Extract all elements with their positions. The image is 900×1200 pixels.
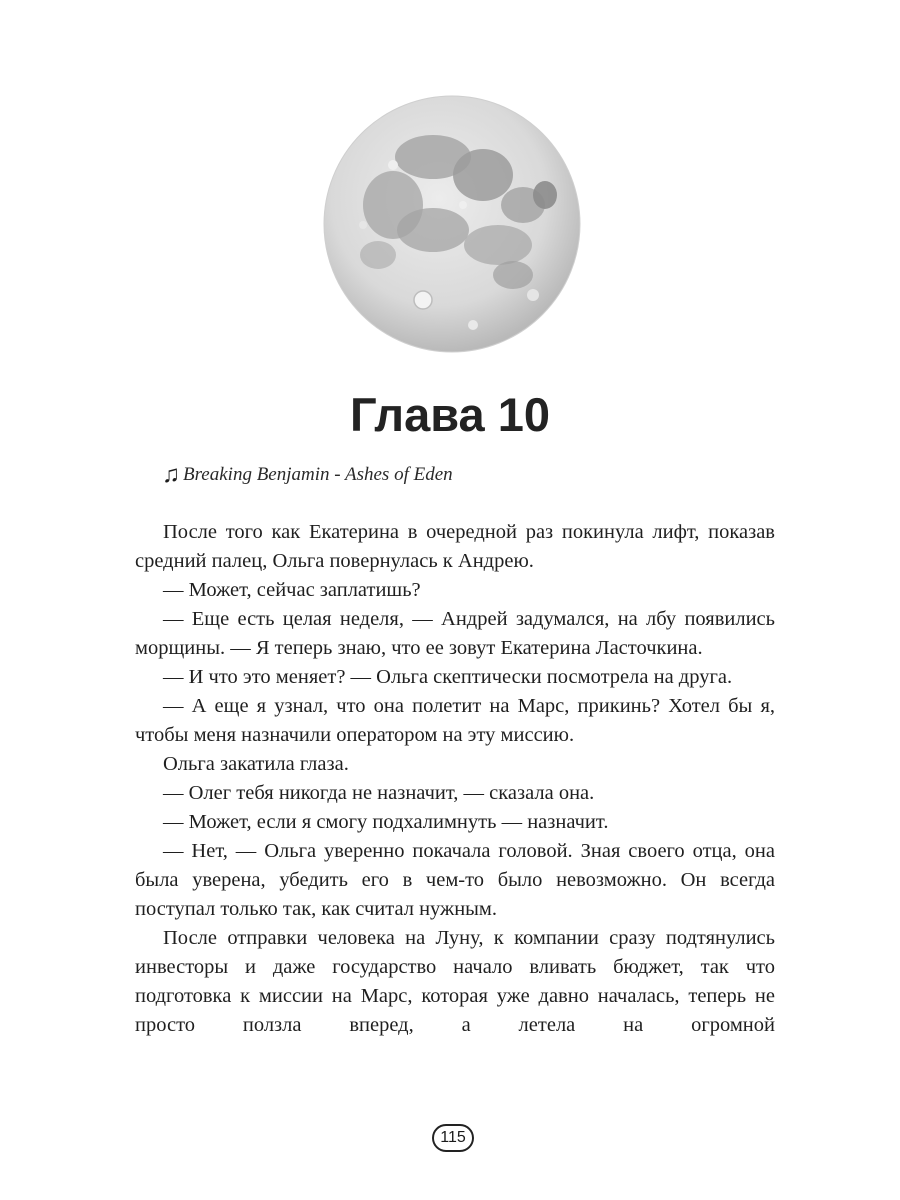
paragraph: — Нет, — Ольга уверенно покачала головой. Зная своего отца, она была уверена, убедить его в чем-то было невозможно. Он всегда поступал только так, как считал нужным. — [135, 840, 775, 920]
paragraph: После отправки человека на Луну, к компании сразу подтянулись инвесторы и даже государство начало вливать бюджет, так что подготовка к миссии на Марс, которая уже давно началась, теперь не просто ползла вперед, а летела на огромной — [135, 927, 775, 1036]
paragraph: Ольга закатила глаза. — [163, 753, 349, 775]
paragraph: — Может, сейчас заплатишь? — [163, 579, 421, 601]
page-number: 115 — [432, 1124, 474, 1152]
paragraph: — Может, если я смогу подхалимнуть — назначит. — [163, 811, 609, 833]
paragraph: — А еще я узнал, что она полетит на Марс, прикинь? Хотел бы я, чтобы меня назначили оператором на эту миссию. — [135, 695, 775, 746]
song-title: Breaking Benjamin - Ashes of Eden — [183, 464, 453, 485]
paragraph: — Еще есть целая неделя, — Андрей задумался, на лбу появились морщины. — Я теперь знаю, что ее зовут Екатерина Ласточкина. — [135, 608, 775, 659]
paragraph: — И что это меняет? — Ольга скептически посмотрела на друга. — [163, 666, 733, 688]
chapter-title: Глава 10 — [349, 388, 551, 441]
paragraph: После того как Екатерина в очередной раз покинула лифт, показав средний палец, Ольга повернулась к Андрею. — [135, 521, 775, 572]
chapter-body — [135, 518, 775, 1040]
song-epigraph — [162, 460, 453, 490]
moon-illustration — [323, 95, 581, 353]
music-note-icon: ♫ — [162, 462, 180, 488]
paragraph: — Олег тебя никогда не назначит, — сказала она. — [163, 782, 595, 804]
